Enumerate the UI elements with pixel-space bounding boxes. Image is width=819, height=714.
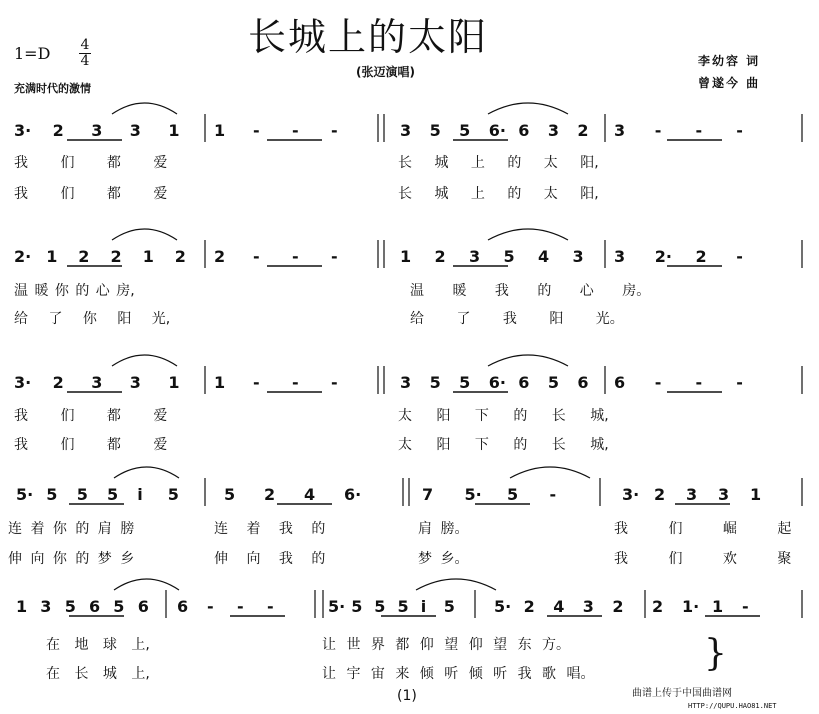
lyric-s4-a3: 肩 膀。	[418, 521, 469, 537]
note: 2	[110, 247, 122, 266]
note: 5	[429, 373, 441, 392]
note: 5	[224, 485, 236, 504]
note: 5	[351, 597, 363, 616]
note: 4	[553, 597, 565, 616]
slur	[416, 579, 496, 590]
note: 2	[52, 121, 64, 140]
lyric-s4-b1: 伸 向 你 的 梦 乡	[8, 551, 135, 567]
note: 2·	[14, 247, 32, 266]
note: 3	[91, 121, 103, 140]
note: 2	[264, 485, 276, 504]
note: 5	[443, 597, 455, 616]
note: 1	[712, 597, 724, 616]
note: -	[654, 121, 662, 140]
note: -	[237, 597, 244, 616]
slur	[112, 229, 177, 240]
note: 4	[304, 485, 316, 504]
note: 2	[612, 597, 624, 616]
slur	[488, 103, 568, 114]
lyric-s5-a2: 让 世 界 都 仰 望 仰 望 东 方。	[322, 637, 571, 653]
note: -	[292, 373, 299, 392]
note: 5	[397, 597, 409, 616]
lyric-s4-b4: 我 们 欢 聚	[614, 551, 792, 567]
note: -	[292, 247, 299, 266]
note: 2	[434, 247, 446, 266]
note: 3	[129, 373, 141, 392]
note: 6	[177, 597, 189, 616]
lyric-s1-b1: 我 们 都 爱	[14, 186, 168, 202]
note: 5	[459, 373, 471, 392]
note: 5	[507, 485, 519, 504]
key-signature: 1=D	[14, 44, 51, 63]
note: 2	[652, 597, 664, 616]
lyric-s4-b2: 伸 向 我 的	[214, 551, 326, 567]
note: 1	[168, 121, 180, 140]
note: 6·	[344, 485, 362, 504]
slur	[488, 355, 568, 366]
note: -	[267, 597, 274, 616]
note: 5·	[494, 597, 512, 616]
lyric-s2-b1: 给 了 你 阳 光,	[14, 311, 171, 327]
lyric-s3-b2: 太 阳 下 的 长 城,	[398, 437, 609, 453]
note: 7	[422, 485, 434, 504]
note: -	[253, 247, 260, 266]
note: 3	[547, 121, 560, 140]
tempo-mood: 充满时代的激情	[14, 82, 91, 95]
note: 3	[614, 247, 626, 266]
lyric-s3-a2: 太 阳 下 的 长 城,	[398, 408, 609, 424]
lyric-s1-a1: 我 们 都 爱	[14, 155, 168, 171]
note: 2	[52, 373, 64, 392]
note: 2	[78, 247, 90, 266]
lyric-s2-a1: 温 暖 你 的 心 房,	[14, 283, 135, 299]
lyric-s5-a1: 在 地 球 上,	[46, 637, 150, 653]
note: -	[292, 121, 299, 140]
note: -	[331, 247, 338, 266]
note: i	[420, 597, 427, 616]
note: -	[695, 121, 703, 140]
note: 1	[142, 247, 154, 266]
note: 5	[113, 597, 125, 616]
time-top: 4	[80, 37, 90, 53]
note: 6	[518, 121, 530, 140]
note: 3·	[14, 373, 32, 392]
note: 2	[695, 247, 707, 266]
watermark-url: HTTP://QUPU.HAO81.NET	[688, 702, 777, 710]
lyric-s4-a4: 我 们 崛 起	[614, 521, 792, 537]
lyric-s1-b2: 长 城 上 的 太 阳,	[398, 186, 599, 202]
note: 5	[107, 485, 119, 504]
note: -	[253, 373, 260, 392]
note: 3	[129, 121, 141, 140]
note: 2	[523, 597, 535, 616]
note: 5	[547, 373, 560, 392]
note: 2·	[654, 247, 673, 266]
note: 3·	[622, 485, 640, 504]
note: i	[137, 485, 143, 504]
note: -	[736, 247, 743, 266]
note: 3	[40, 597, 52, 616]
composer-credit: 曾遂今 曲	[698, 76, 761, 90]
note: 3·	[14, 121, 32, 140]
slur	[510, 467, 590, 478]
note: 5	[167, 485, 179, 504]
note: 6·	[488, 373, 506, 392]
lyric-s2-a2: 温 暖 我 的 心 房。	[410, 283, 651, 299]
note: 3	[400, 373, 412, 392]
singer-credit: (张迈演唱)	[356, 65, 415, 79]
note: 3	[718, 485, 730, 504]
note: 5	[76, 485, 88, 504]
verse-brace: }	[704, 633, 727, 674]
note: 3	[400, 121, 412, 140]
note: 3	[572, 247, 584, 266]
note: 1·	[682, 597, 700, 616]
note: -	[549, 485, 557, 504]
note: 5	[46, 485, 58, 504]
note: 1	[214, 121, 226, 140]
lyric-s1-a2: 长 城 上 的 太 阳,	[398, 155, 599, 171]
lyricist-credit: 李幼容 词	[698, 54, 761, 68]
note: 5·	[16, 485, 34, 504]
lyric-s4-b3: 梦 乡。	[418, 551, 469, 567]
note: 5	[64, 597, 76, 616]
slur	[114, 579, 179, 590]
slur	[112, 103, 177, 114]
slur	[114, 467, 179, 478]
note: -	[207, 597, 214, 616]
note: 1	[214, 373, 226, 392]
slur	[488, 229, 568, 240]
note: 5	[429, 121, 441, 140]
note: 6	[614, 373, 626, 392]
note: 5	[374, 597, 386, 616]
note: 3	[614, 121, 626, 140]
note: -	[736, 121, 743, 140]
note: 1	[400, 247, 412, 266]
lyric-s5-b1: 在 长 城 上,	[46, 666, 150, 682]
note: 2	[577, 121, 589, 140]
watermark-text: 曲谱上传于中国曲谱网	[632, 688, 732, 699]
song-title: 长城上的太阳	[248, 15, 489, 59]
note: 6·	[488, 121, 506, 140]
note: 3	[91, 373, 103, 392]
note: -	[736, 373, 743, 392]
lyric-s3-a1: 我 们 都 爱	[14, 408, 168, 424]
note: 3	[582, 597, 594, 616]
note: 3	[686, 485, 698, 504]
note: 3	[469, 247, 481, 266]
time-bottom: 4	[80, 53, 90, 69]
note: -	[331, 373, 338, 392]
lyric-s2-b2: 给 了 我 阳 光。	[410, 311, 624, 327]
note: 2	[214, 247, 226, 266]
note: 6	[518, 373, 530, 392]
note: 4	[538, 247, 550, 266]
note: 6	[89, 597, 101, 616]
note: 1	[168, 373, 180, 392]
lyric-s4-a1: 连 着 你 的 肩 膀	[8, 521, 135, 537]
note: -	[742, 597, 749, 616]
note: 2	[654, 485, 666, 504]
note: 2	[174, 247, 186, 266]
note: -	[654, 373, 662, 392]
note: 6	[137, 597, 149, 616]
page-number: (1)	[397, 688, 417, 704]
lyric-s5-b2: 让 宇 宙 来 倾 听 倾 听 我 歌 唱。	[322, 666, 595, 682]
note: -	[331, 121, 338, 140]
lyric-s3-b1: 我 们 都 爱	[14, 437, 168, 453]
note: 5·	[464, 485, 482, 504]
note: 1	[16, 597, 28, 616]
note: 5·	[328, 597, 346, 616]
slur	[112, 355, 177, 366]
note: 1	[750, 485, 762, 504]
lyric-s4-a2: 连 着 我 的	[214, 521, 326, 537]
note: -	[253, 121, 260, 140]
note: 5	[503, 247, 515, 266]
note: 1	[46, 247, 58, 266]
note: 5	[459, 121, 471, 140]
note: 6	[577, 373, 589, 392]
note: -	[695, 373, 703, 392]
